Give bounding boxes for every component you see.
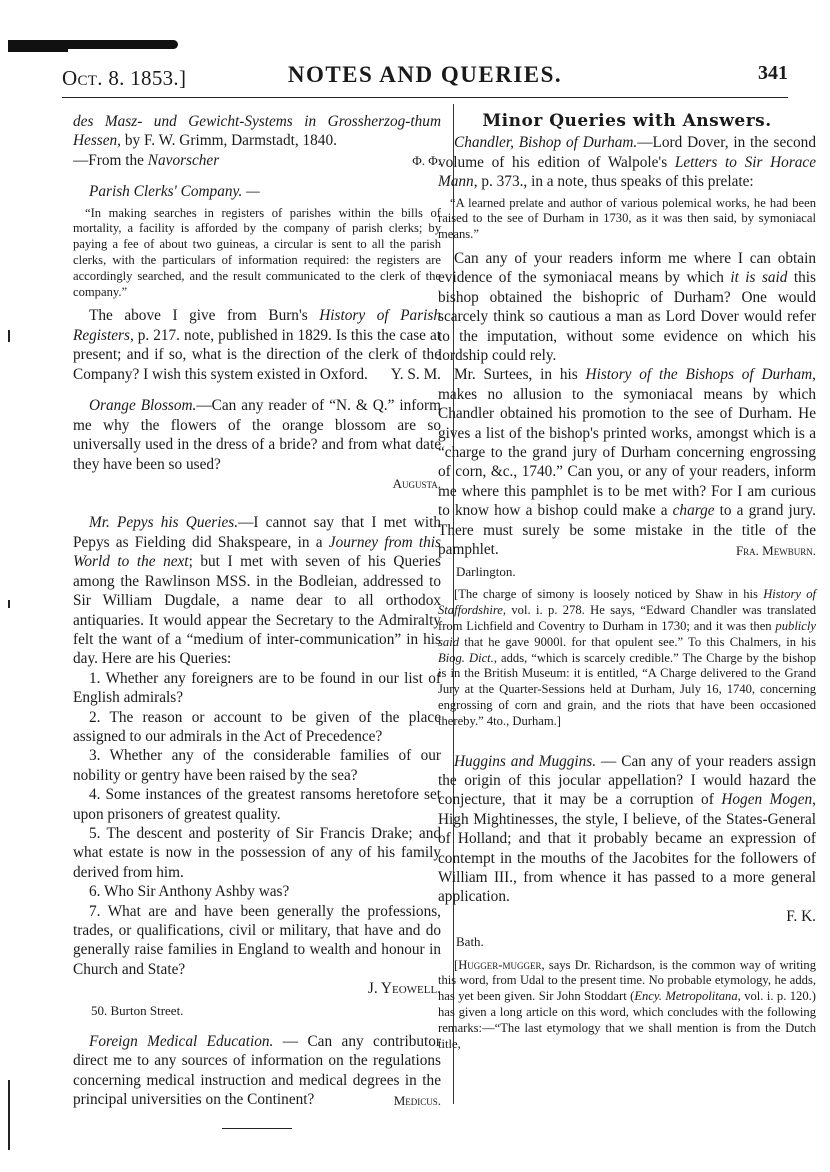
chandler-text-a: —Lord Dover, in the second volume of his edition of Walpole's [438, 134, 816, 171]
medical-text: — Can any contributor direct me to any sources of information on the regulations concerning medical instruction and medical degrees in the principal universities on the Continent? [73, 1033, 441, 1109]
parish-book-title: History of Parish Registers [73, 307, 441, 344]
chandler-reply-b: , vol. i. p. 278. He says, “Edward Chandler was translated from Lichfield and Coventry to Durham in 1730; and it was then [438, 603, 816, 633]
list-item: 3. Whether any of the considerable families of our nobility or gentry have been raised by the sea? [73, 747, 441, 784]
list-item: 2. The reason or account to be given of the place assigned to our admirals in the Act of Precedence? [73, 708, 441, 745]
masz-title: des Masz- und Gewicht-Systems in Grossherzog-thum Hessen, [73, 113, 441, 150]
huggins-text-a: — Can any of your readers assign the origin of this jocular appellation? I would hazard the conjecture, that it may be a corruption of [438, 752, 816, 809]
huggins-reply-book: Ency. Metropolitana [634, 989, 738, 1004]
chandler-reply-book2: Biog. Dict. [438, 650, 494, 665]
chandler-p2-b: this bishop obtained the bishopric of Durham? One would scarcely think so cautious a man as Lord Dover would refer to the imputation, without some evidence on which his lordship could rely. [438, 269, 817, 365]
pepys-entry [73, 513, 441, 668]
page-number: 341 [758, 62, 788, 84]
scan-edge-mark [8, 600, 10, 608]
masz-from: —From the [73, 151, 148, 169]
parish-body-a: The above I give from Burn's [89, 307, 320, 325]
right-column [440, 112, 816, 1052]
medical-signature: Medicus. [393, 1092, 441, 1108]
list-item: 6. Who Sir Anthony Ashby was? [89, 883, 290, 901]
orange-entry [73, 396, 441, 474]
parish-body-b: , p. 217. note, published in 1829. Is this the case at present; and if so, what is the direction of the clerk of the Company? I wish this system existed in Oxford. [73, 326, 441, 383]
orange-signature: Augusta. [392, 476, 441, 492]
pepys-text-b: ; but I met with seven of his Queries among the Rawlinson MSS. in the Bodleian, addressed to Sir William Dugdale, a name dear to all orthodox antiquaries. It would appear the Secretary to the Admiralty felt the want of a “medium of inter-communication” in his day. Here are his Queries: [73, 553, 441, 668]
chandler-para-2 [438, 249, 816, 365]
chandler-text-b: , p. 373., in a note, thus speaks of this prelate: [473, 173, 754, 191]
list-item: 5. The descent and posterity of Sir Francis Drake; and what estate is now in the possession of any of his family derived from him. [73, 824, 441, 881]
chandler-heading: Chandler, Bishop of Durham. [454, 134, 638, 152]
masz-source: Navorscher [147, 151, 220, 169]
header-title: NOTES AND QUERIES. [287, 62, 563, 87]
huggins-heading: Huggins and Muggins. [454, 752, 597, 770]
huggins-place: Bath. [456, 934, 484, 950]
chandler-place: Darlington. [456, 563, 516, 579]
chandler-reply-a: [The charge of simony is loosely noticed by Shaw in his [454, 587, 764, 602]
list-item: 7. What are and have been generally the professions, trades, or qualifications, civil or military, that have and do generally raise families in England to wealth and honour in Church and State? [73, 902, 441, 978]
huggins-entry [438, 752, 816, 907]
header-rule [62, 97, 788, 98]
chandler-p3-book: History of the Bishops of Durham [585, 366, 813, 384]
huggins-text-b: , High Mightinesses, the style, I believe, of the States-General of Holland; and that it probably became an expression of contempt in the mouths of the Jacobites for the followers of William III., from whence it has passed to a more general application. [438, 791, 816, 906]
chandler-reply-italic: publicly said [438, 618, 816, 649]
end-rule [222, 1128, 292, 1129]
chandler-quote: “A learned prelate and author of various polemical works, he had been raised to the see of Durham in 1730, as it was then said, by symoniacal means.” [438, 195, 816, 242]
chandler-reply [438, 587, 816, 729]
orange-heading: Orange Blossom. [89, 397, 197, 415]
masz-signature: Φ. Φ. [412, 152, 441, 168]
pepys-signature: J. Yeowell. [367, 980, 441, 998]
chandler-p3-charge: charge [672, 502, 715, 520]
chandler-reply-c: that he gave 9000l. for that opulent see.” To this Chalmers, in his [459, 634, 816, 649]
orange-text: —Can any reader of “N. & Q.” inform me why the flowers of the orange blossom are so universally used in the dress of a bride? and from what date they have been so used? [73, 397, 441, 473]
pepys-queries-list [73, 669, 441, 980]
chandler-para-3 [438, 365, 816, 559]
pepys-book: Journey from this World to the next [73, 533, 441, 571]
parish-heading [73, 182, 441, 201]
pepys-place: 50. Burton Street. [91, 1002, 184, 1018]
chandler-p3-b: , makes no allusion to the symoniacal means by which Chandler obtained his promotion to the see of Durham. He gives a list of the bishop's printed works, amongst which is a “charge to the grand jury of Durham concerning engrossing of corn, &c., 1740.” Can you, or any of your readers, inform me where this pamphlet is to be met with? For I am curious to know how a bishop could make a [438, 366, 816, 520]
parish-signature: Y. S. M. [390, 366, 441, 384]
huggins-reply [438, 958, 816, 1053]
chandler-reply-book1: History of Staffordshire [438, 587, 816, 618]
chandler-book: Letters to Sir Horace Mann [438, 153, 816, 191]
chandler-entry [438, 133, 816, 191]
chandler-signature: Fra. Mewburn. [735, 542, 816, 558]
scan-edge-mark [8, 1080, 10, 1150]
page-header [62, 60, 788, 94]
left-column [73, 112, 441, 1129]
parish-heading-text: Parish Clerks' Company. — [89, 183, 260, 201]
huggins-reply-term: [Hugger-mugger [454, 957, 542, 972]
masz-entry [73, 112, 441, 170]
chandler-p3-a: Mr. Surtees, in his [454, 366, 586, 384]
huggins-reply-b: , vol. i. p. 120.) has given a long article on this word, which concludes with the following remarks:—“The last etymology that we shall mention is from the Dutch title, [438, 989, 816, 1051]
chandler-p2-a: Can any of your readers inform me where I can obtain evidence of the symoniacal means by which [438, 250, 816, 287]
huggins-term: Hogen Mogen [721, 791, 813, 809]
section-title: Minor Queries with Answers. [482, 111, 772, 131]
chandler-reply-d: , adds, “which is scarcely credible.” The Charge by the bishop is in the British Museum: it is entitled, “A Charge delivered to the Grand Jury at the Quarter-Sessions held at Durham, July 16, 1740, concerning engrossing of corn and grain, and the riots that have been occasioned thereby.” 4to., Durham.] [438, 650, 816, 728]
scan-artifact-bar-lower [8, 48, 68, 52]
huggins-reply-a: , says Dr. Richardson, is the common way of writing this word, from Udal to the present time. No probable etymology, he adds, has yet been given. Sir John Stoddart ( [438, 957, 816, 1004]
chandler-p3-c: to a grand jury. There must surely be some mistake in the title of the pamphlet. [438, 502, 816, 559]
header-date: Oct. 8. 1853.] [62, 66, 187, 90]
huggins-signature: F. K. [786, 907, 816, 925]
pepys-text-a: —I cannot say that I met with Pepys as Fielding did Shakspeare, in a [73, 514, 441, 551]
medical-heading: Foreign Medical Education. [89, 1033, 274, 1051]
chandler-p2-italic: it is said [730, 269, 788, 287]
list-item: 1. Whether any foreigners are to be found in our list of English admirals? [73, 669, 441, 707]
list-item: 4. Some instances of the greatest ransoms heretofore set upon prisoners of greatest quality. [73, 786, 441, 823]
masz-author: by F. W. Grimm, Darmstadt, 1840. [121, 132, 337, 150]
parish-quote: “In making searches in registers of parishes within the bills of mortality, a facility is afforded by the company of parish clerks; by paying a fee of about two guineas, a circular is sent to all the parish clerks, with the particulars of information required: the registers are accordingly searched, and the result communicated to the clerk of the company.” [73, 205, 441, 299]
pepys-heading: Mr. Pepys his Queries. [89, 514, 239, 532]
scan-edge-mark [8, 330, 10, 342]
